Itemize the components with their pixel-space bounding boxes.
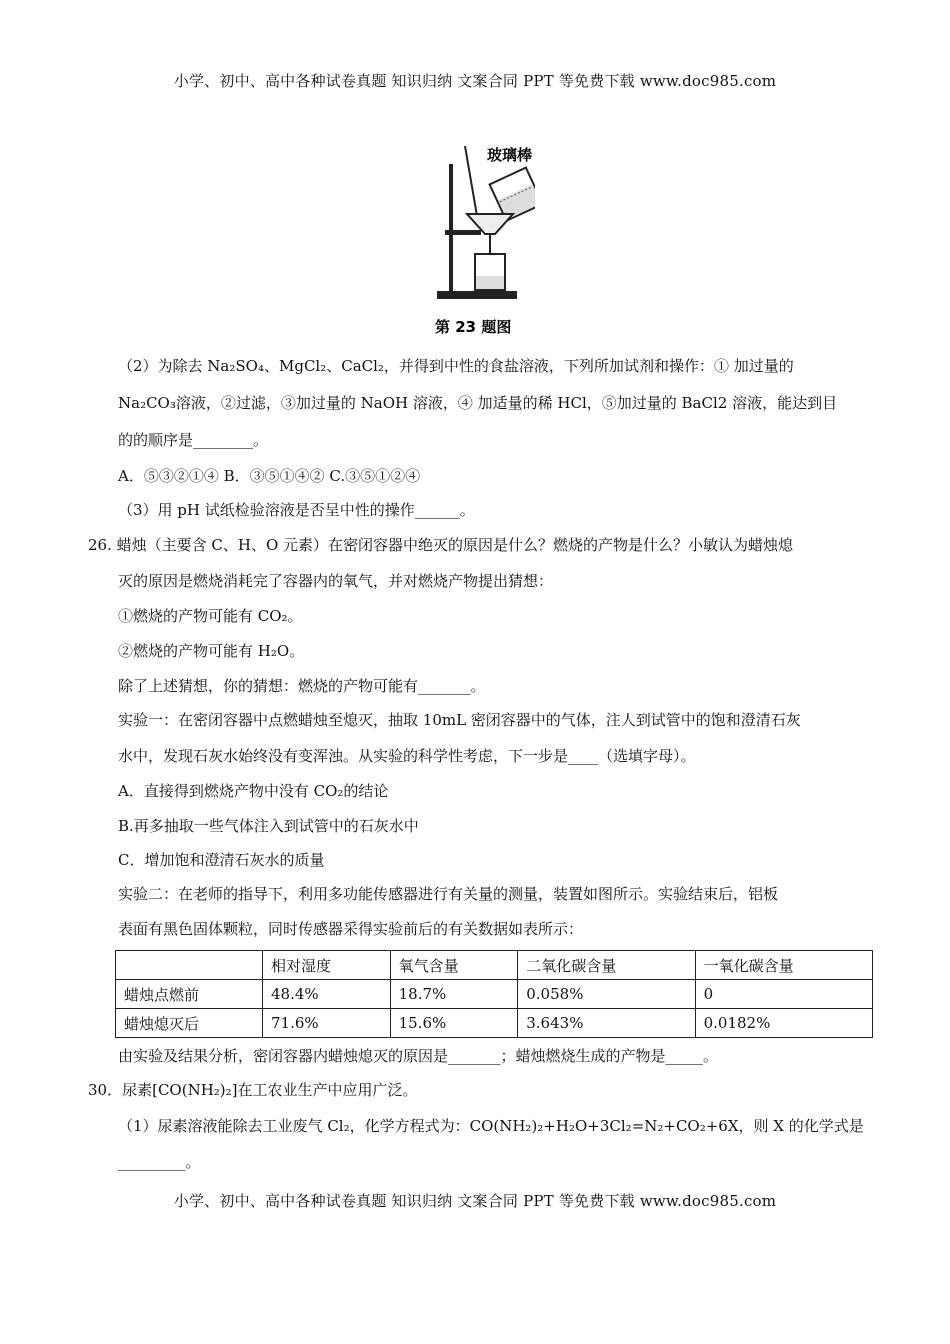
page-header: 小学、初中、高中各种试卷真题 知识归纳 文案合同 PPT 等免费下载 www.doc985.com — [173, 72, 777, 90]
table-cell: 蜡烛点燃前 — [116, 980, 263, 1009]
q26-guess3: 除了上述猜想，你的猜想：燃烧的产物可能有_______。 — [118, 677, 486, 695]
table-cell: 18.7% — [390, 980, 518, 1009]
sensor-data-table — [115, 950, 873, 1038]
table-cell: 71.6% — [263, 1009, 391, 1038]
figure-caption: 第 23 题图 — [435, 318, 512, 336]
q2-line1: （2）为除去 Na₂SO₄、MgCl₂、CaCl₂，并得到中性的食盐溶液，下列所加试剂和操作：① 加过量的 — [118, 357, 794, 375]
ring-clamp — [445, 230, 481, 235]
q26-exp2-line1: 实验二：在老师的指导下，利用多功能传感器进行有关量的测量，装置如图所示。实验结束后，铝板 — [118, 885, 779, 903]
q3-line: （3）用 pH 试纸检验溶液是否呈中性的操作______。 — [118, 501, 475, 519]
q26-line1: 26. 蜡烛（主要含 C、H、O 元素）在密闭容器中绝灭的原因是什么？燃烧的产物是什么？小敏认为蜡烛熄 — [88, 536, 794, 554]
q26-exp2-line2: 表面有黑色固体颗粒，同时传感器采得实验前后的有关数据如表所示： — [118, 920, 584, 938]
q26-exp1-line1: 实验一：在密闭容器中点燃蜡烛至熄灭，抽取 10mL 密闭容器中的气体，注人到试管中的饱和澄清石灰 — [118, 711, 801, 729]
q26-option-c: C．增加饱和澄清石灰水的质量 — [118, 851, 325, 869]
table-cell: 48.4% — [263, 980, 391, 1009]
q30-line3: _________。 — [118, 1153, 201, 1171]
q26-option-b: B.再多抽取一些气体注入到试管中的石灰水中 — [118, 817, 419, 835]
table-row — [116, 1009, 873, 1038]
table-header-cell: 二氧化碳含量 — [518, 951, 695, 980]
table-cell: 0.058% — [518, 980, 695, 1009]
stand-base — [437, 291, 517, 299]
table-header-cell: 一氧化碳含量 — [695, 951, 872, 980]
figure-label-glass-rod: 玻璃棒 — [487, 146, 533, 164]
table-header-row — [116, 951, 873, 980]
q30-line1: 30．尿素[CO(NH₂)₂]在工农业生产中应用广泛。 — [88, 1081, 418, 1099]
filtration-apparatus-figure — [425, 136, 535, 336]
table-header-cell: 相对湿度 — [263, 951, 391, 980]
table-cell: 0.0182% — [695, 1009, 872, 1038]
page-footer: 小学、初中、高中各种试卷真题 知识归纳 文案合同 PPT 等免费下载 www.doc985.com — [173, 1192, 777, 1210]
q26-guess1: ①燃烧的产物可能有 CO₂。 — [118, 607, 303, 625]
table-cell: 0 — [695, 980, 872, 1009]
q2-options: A．⑤③②①④ B．③⑤①④② C.③⑤①②④ — [118, 467, 421, 485]
q26-conclusion: 由实验及结果分析，密闭容器内蜡烛熄灭的原因是_______；蜡烛燃烧生成的产物是_____。 — [118, 1047, 719, 1065]
q26-option-a: A．直接得到燃烧产物中没有 CO₂的结论 — [118, 782, 389, 800]
filtration-diagram — [425, 136, 535, 336]
q26-guess2: ②燃烧的产物可能有 H₂O。 — [118, 642, 305, 660]
table-row — [116, 980, 873, 1009]
table-cell: 15.6% — [390, 1009, 518, 1038]
table-cell: 蜡烛熄灭后 — [116, 1009, 263, 1038]
table-header-cell — [116, 951, 263, 980]
table-header-cell: 氧气含量 — [390, 951, 518, 980]
pouring-beaker — [490, 168, 535, 221]
stand-pole — [449, 164, 453, 292]
q2-line3: 的的顺序是________。 — [118, 431, 269, 449]
q26-exp1-line2: 水中，发现石灰水始终没有变浑浊。从实验的科学性考虑，下一步是____（选填字母）。 — [118, 747, 696, 765]
q2-line2: Na₂CO₃溶液，②过滤，③加过量的 NaOH 溶液，④ 加适量的稀 HCl，⑤加过量的 BaCl2 溶液，能达到目 — [118, 394, 838, 412]
glass-rod — [465, 146, 477, 216]
table-cell: 3.643% — [518, 1009, 695, 1038]
q26-line2: 灭的原因是燃烧消耗完了容器内的氧气，并对燃烧产物提出猜想： — [118, 572, 554, 590]
q30-line2: （1）尿素溶液能除去工业废气 Cl₂，化学方程式为：CO(NH₂)₂+H₂O+3Cl₂=N₂+CO₂+6X，则 X 的化学式是 — [118, 1117, 864, 1135]
